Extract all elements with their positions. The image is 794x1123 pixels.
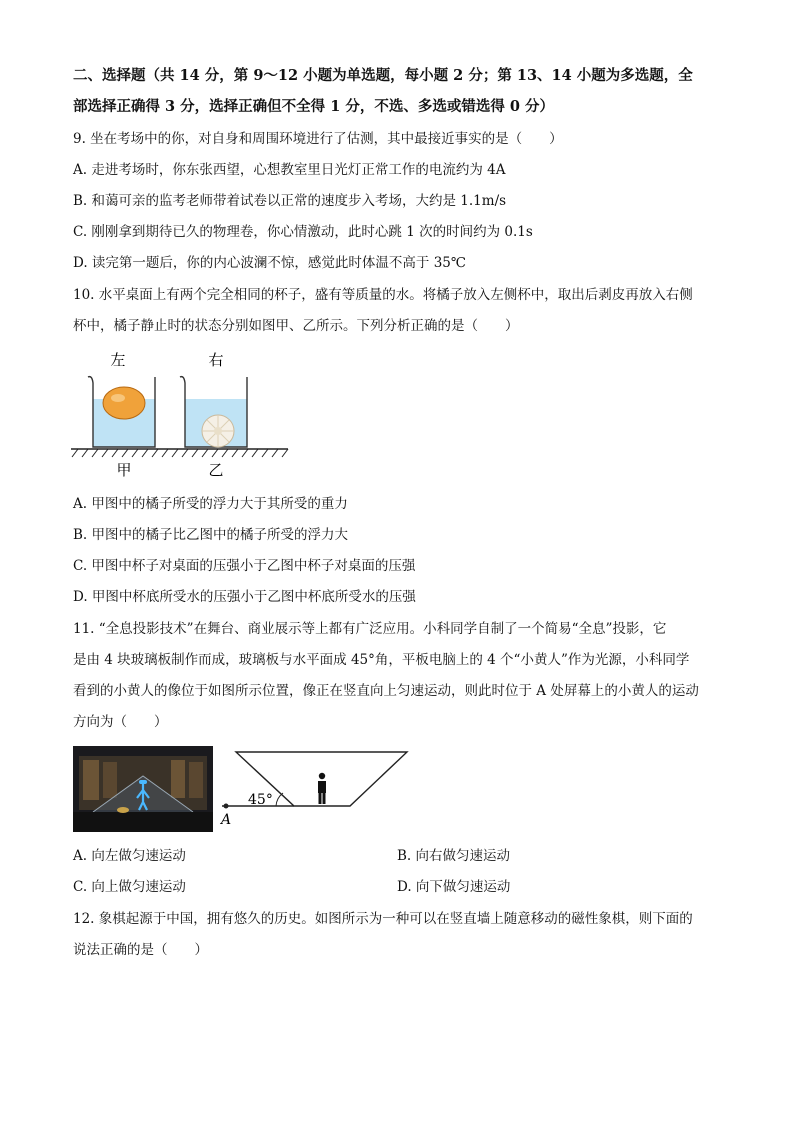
q10-option-c: C. 甲图中杯子对桌面的压强小于乙图中杯子对桌面的压强 [73, 558, 416, 574]
cup-left [88, 377, 155, 447]
q12-stem-line-1: 12. 象棋起源于中国，拥有悠久的历史。如图所示为一种可以在竖直墙上随意移动的磁性象棋，则下面的 [73, 911, 693, 927]
q10-option-d: D. 甲图中杯底所受水的压强小于乙图中杯底所受水的压强 [73, 589, 416, 605]
caption-jia: 甲 [116, 461, 132, 479]
q9-option-a: A. 走进考场时，你东张西望，心想教室里日光灯正常工作的电流约为 4A [73, 162, 506, 178]
q11-option-a: A. 向左做匀速运动 [73, 848, 186, 864]
section-title-line-2: 部选择正确得 3 分，选择正确但不全得 1 分，不选、多选或错选得 0 分） [73, 98, 555, 115]
orange-with-peel [103, 387, 145, 419]
q10-stem-line-2: 杯中，橘子静止时的状态分别如图甲、乙所示。下列分析正确的是（ ） [73, 318, 519, 334]
q10-stem-line-1: 10. 水平桌面上有两个完全相同的杯子，盛有等质量的水。将橘子放入左侧杯中，取出后剥皮再放入右侧 [73, 287, 693, 303]
q12-stem-line-2: 说法正确的是（ ） [73, 942, 208, 958]
point-a-label: A [221, 812, 232, 828]
q11-option-c: C. 向上做匀速运动 [73, 879, 186, 895]
little-figure-icon [318, 773, 326, 804]
q11-stem-line-4: 方向为（ ） [73, 714, 168, 730]
cup-left-label: 左 [110, 351, 126, 369]
q10-option-b: B. 甲图中的橘子比乙图中的橘子所受的浮力大 [73, 527, 349, 543]
q11-stem-line-1: 11. “全息投影技术”在舞台、商业展示等上都有广泛应用。小科同学自制了一个简易“全息”投影，它 [73, 621, 667, 637]
q9-option-b: B. 和蔼可亲的监考老师带着试卷以正常的速度步入考场，大约是 1.1m/s [73, 193, 507, 209]
q11-option-d: D. 向下做匀速运动 [397, 879, 511, 895]
q11-diagram [214, 746, 414, 832]
caption-yi: 乙 [208, 461, 224, 479]
q11-option-b: B. 向右做匀速运动 [397, 848, 511, 864]
point-a-dot [224, 804, 229, 809]
q11-stem-line-3: 看到的小黄人的像位于如图所示位置，像正在竖直向上匀速运动，则此时位于 A 处屏幕上的小黄人的运动 [73, 683, 699, 699]
q9-option-d: D. 读完第一题后，你的内心波澜不惊，感觉此时体温不高于 35℃ [73, 255, 466, 271]
q10-option-a: A. 甲图中的橘子所受的浮力大于其所受的重力 [73, 496, 348, 512]
q11-stem-line-2: 是由 4 块玻璃板制作而成，玻璃板与水平面成 45°角，平板电脑上的 4 个“小黄人”作为光源，小科同学 [73, 652, 690, 668]
q9-stem: 9. 坐在考场中的你，对自身和周围环境进行了估测，其中最接近事实的是（ ） [73, 131, 563, 147]
cup-right-label: 右 [208, 351, 224, 369]
cup-right [180, 377, 247, 447]
q10-cups-figure [68, 345, 298, 480]
angle-label: 45° [248, 792, 273, 808]
q9-option-c: C. 刚刚拿到期待已久的物理卷，你心情激动，此时心跳 1 次的时间约为 0.1s [73, 224, 533, 240]
hologram-photo [73, 746, 213, 832]
section-title-line-1: 二、选择题（共 14 分，第 9～12 小题为单选题，每小题 2 分；第 13、14 小题为多选题，全 [73, 67, 693, 84]
